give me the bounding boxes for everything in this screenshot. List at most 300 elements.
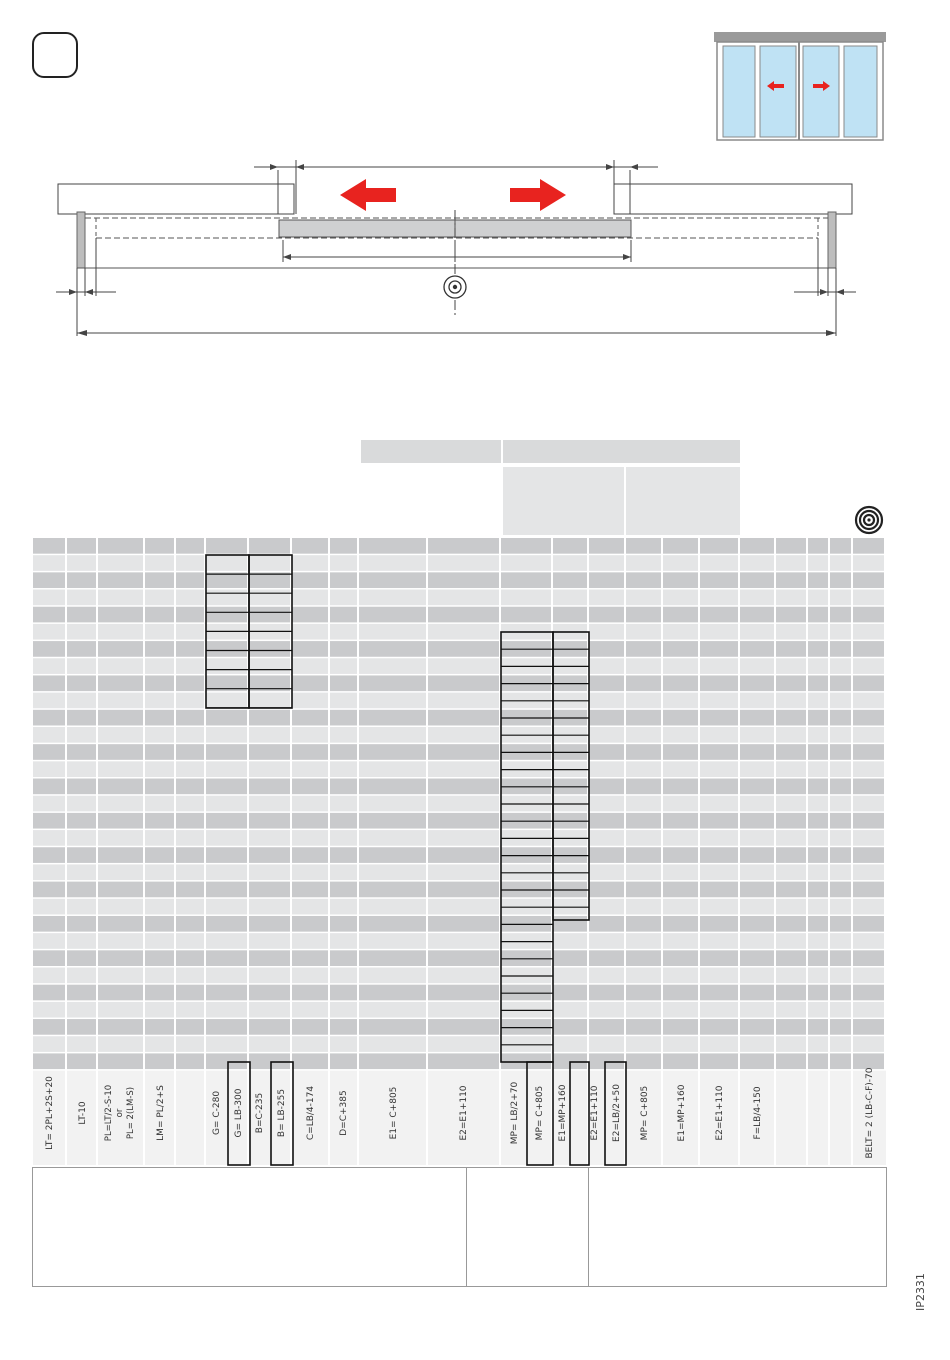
table-cell [589,572,624,588]
table-cell [292,693,328,709]
notes-box [32,1167,887,1287]
table-cell [67,744,96,760]
table-cell [176,796,204,812]
table-cell [553,933,587,949]
table-cell [740,779,774,795]
table-cell [853,658,884,674]
table-cell [776,864,806,880]
table-cell [853,761,884,777]
table-cell [663,882,698,898]
column-label: E1=MP+160 [558,1084,568,1142]
table-cell [176,916,204,932]
table-cell [145,796,174,812]
table-cell [206,968,247,984]
table-cell [740,658,774,674]
table-cell [589,985,624,1001]
table-cell [292,899,328,915]
table-cell [330,968,357,984]
table-cell [740,761,774,777]
table-cell [808,590,828,606]
table-cell [776,899,806,915]
table-cell [776,555,806,571]
table-cell [67,950,96,966]
table-cell [33,830,65,846]
column-label: B= LB-255 [277,1088,287,1138]
table-cell [553,607,587,623]
table-cell [292,572,328,588]
table-cell [98,950,143,966]
table-cell [853,1036,884,1052]
table-cell [206,761,247,777]
table-cell [98,744,143,760]
table-cell [776,985,806,1001]
table-cell [740,624,774,640]
table-cell [33,675,65,691]
table-cell [67,830,96,846]
table-cell [176,744,204,760]
table-cell [33,710,65,726]
table-cell [428,744,499,760]
table-cell [663,658,698,674]
table-cell [359,744,426,760]
table-cell [663,761,698,777]
column-label: LM= PL/2+S [156,1085,166,1141]
table-cell [663,1019,698,1035]
table-cell [740,675,774,691]
table-cell [359,796,426,812]
table-cell [330,1019,357,1035]
table-cell [67,658,96,674]
table-cell [428,555,499,571]
table-cell [145,658,174,674]
table-cell [249,950,290,966]
column-label: E2=E1+110 [715,1085,725,1141]
table-cell [67,1002,96,1018]
table-cell [853,864,884,880]
table-cell [553,590,587,606]
table-cell [145,1002,174,1018]
table-cell [501,933,551,949]
column-label: E1=MP+160 [677,1084,687,1142]
table-cell [740,641,774,657]
table-cell [359,572,426,588]
belt-coil-icon [856,507,882,533]
table-cell [98,899,143,915]
table-cell [330,641,357,657]
table-cell [626,847,661,863]
table-cell [428,710,499,726]
table-cell [330,950,357,966]
table-cell [249,899,290,915]
table-cell [830,882,851,898]
table-cell [206,693,247,709]
table-header-block-right [503,440,740,463]
table-cell [853,538,884,554]
table-cell [67,710,96,726]
table-cell [700,1036,738,1052]
table-cell [700,864,738,880]
table-cell [206,950,247,966]
table-cell [249,693,290,709]
table-cell [501,607,551,623]
table-cell [67,538,96,554]
table-cell [501,1019,551,1035]
table-cell [776,847,806,863]
table-cell [428,1002,499,1018]
column-label: E2=E1+110 [590,1085,600,1141]
table-cell [808,572,828,588]
column-label: BELT= 2 (LB-C-F)-70 [865,1067,875,1159]
table-cell [98,864,143,880]
table-cell [145,864,174,880]
table-cell [67,847,96,863]
table-cell [808,864,828,880]
table-cell [663,813,698,829]
table-cell [330,796,357,812]
table-cell [740,830,774,846]
table-cell [589,710,624,726]
table-cell [626,830,661,846]
table-cell [359,1002,426,1018]
table-cell [700,727,738,743]
table-cell [501,1002,551,1018]
table-cell [359,658,426,674]
table-cell [663,555,698,571]
table-cell [330,675,357,691]
table-cell [98,761,143,777]
table-cell [67,727,96,743]
table-cell [428,968,499,984]
table-cell [553,950,587,966]
table-cell [663,590,698,606]
table-cell [776,916,806,932]
table-cell [740,968,774,984]
table-cell [206,727,247,743]
table-cell [33,916,65,932]
table-cell [33,572,65,588]
table-cell [98,538,143,554]
table-cell [206,933,247,949]
table-cell [853,830,884,846]
table-cell [67,590,96,606]
table-cell [663,968,698,984]
table-cell [700,710,738,726]
table-cell [776,744,806,760]
table-cell [67,796,96,812]
table-cell [176,847,204,863]
table-cell [67,933,96,949]
table-cell [428,1019,499,1035]
column-label: F=LB/4-150 [753,1086,763,1140]
table-cell [98,796,143,812]
table-cell [700,796,738,812]
table-cell [808,1019,828,1035]
table-cell [589,1036,624,1052]
table-cell [853,1019,884,1035]
table-cell [33,727,65,743]
table-cell [663,950,698,966]
table-cell [589,916,624,932]
table-cell [67,572,96,588]
table-cell [359,555,426,571]
table-cell [145,710,174,726]
table-cell [626,899,661,915]
table-cell [776,830,806,846]
table-cell [663,933,698,949]
table-cell [359,830,426,846]
table-cell [98,933,143,949]
table-cell [359,590,426,606]
table-cell [626,968,661,984]
table-cell [33,658,65,674]
table-cell [145,727,174,743]
table-cell [776,1019,806,1035]
table-cell [249,968,290,984]
table-cell [145,555,174,571]
table-cell [176,555,204,571]
table-cell [553,555,587,571]
table-cell [626,693,661,709]
table-cell [626,864,661,880]
table-cell [700,607,738,623]
table-cell [553,1036,587,1052]
table-cell [428,675,499,691]
table-cell [176,590,204,606]
table-cell [589,1002,624,1018]
table-cell [428,796,499,812]
table-cell [853,590,884,606]
table-cell [330,813,357,829]
table-cell [553,916,587,932]
table-cell [206,641,247,657]
table-cell [501,572,551,588]
column-label: MP= C+805 [640,1085,650,1141]
table-cell [67,779,96,795]
table-cell [67,1019,96,1035]
table-cell [428,624,499,640]
table-cell [830,779,851,795]
table-cell [359,985,426,1001]
table-cell [67,761,96,777]
table-cell [830,796,851,812]
table-cell [33,1019,65,1035]
table-cell [176,1019,204,1035]
table-cell [292,658,328,674]
table-cell [663,693,698,709]
column-label [813,1053,825,1173]
table-cell [359,1036,426,1052]
table-cell [330,933,357,949]
table-cell [98,624,143,640]
table-cell [292,761,328,777]
table-cell [663,607,698,623]
table-cell [663,641,698,657]
table-cell [626,727,661,743]
table-cell [700,1002,738,1018]
table-cell [33,899,65,915]
table-cell [176,1036,204,1052]
table-cell [145,968,174,984]
table-cell [740,1019,774,1035]
table-cell [176,864,204,880]
table-cell [428,727,499,743]
table-cell [626,641,661,657]
table-cell [663,572,698,588]
table-cell [359,950,426,966]
table-cell [808,744,828,760]
table-cell [740,555,774,571]
table-cell [830,555,851,571]
table-cell [33,1036,65,1052]
table-cell [589,1019,624,1035]
table-cell [249,1002,290,1018]
table-cell [33,882,65,898]
table-cell [249,864,290,880]
table-cell [176,693,204,709]
table-cell [145,830,174,846]
table-cell [206,607,247,623]
table-subheader-right [626,467,740,535]
table-cell [359,727,426,743]
table-cell [428,607,499,623]
table-cell [428,761,499,777]
table-cell [292,847,328,863]
table-cell [501,968,551,984]
table-cell [145,779,174,795]
table-cell [145,950,174,966]
table-cell [176,1002,204,1018]
table-cell [663,899,698,915]
table-cell [249,779,290,795]
table-cell [359,968,426,984]
table-cell [853,624,884,640]
table-cell [853,899,884,915]
table-cell [206,1036,247,1052]
table-cell [589,727,624,743]
table-cell [663,830,698,846]
table-cell [330,864,357,880]
table-cell [626,675,661,691]
table-cell [626,607,661,623]
table-cell [33,607,65,623]
table-cell [553,968,587,984]
table-cell [663,624,698,640]
table-cell [740,899,774,915]
table-cell [700,538,738,554]
table-cell [176,607,204,623]
table-cell [249,985,290,1001]
table-cell [853,555,884,571]
table-cell [830,916,851,932]
table-cell [589,624,624,640]
table-cell [700,590,738,606]
table-cell [428,538,499,554]
table-cell [176,572,204,588]
table-cell [740,985,774,1001]
table-cell [98,916,143,932]
table-cell [830,985,851,1001]
table-cell [589,607,624,623]
table-cell [206,658,247,674]
table-cell [249,830,290,846]
table-cell [700,985,738,1001]
table-cell [249,916,290,932]
table-cell [33,864,65,880]
table-cell [740,727,774,743]
table-cell [808,899,828,915]
table-cell [330,830,357,846]
table-cell [808,641,828,657]
table-cell [206,538,247,554]
table-cell [808,968,828,984]
table-cell [626,916,661,932]
table-cell [145,624,174,640]
table-cell [830,744,851,760]
table-cell [853,933,884,949]
table-cell [663,796,698,812]
table-cell [292,538,328,554]
table-cell [33,1002,65,1018]
table-cell [33,985,65,1001]
table-cell [206,590,247,606]
table-cell [145,899,174,915]
notes-divider [466,1167,467,1287]
table-cell [33,847,65,863]
table-cell [206,1019,247,1035]
table-cell [249,933,290,949]
table-cell [330,658,357,674]
table-cell [740,572,774,588]
table-cell [206,744,247,760]
table-cell [776,538,806,554]
table-cell [776,968,806,984]
table-cell [830,675,851,691]
table-cell [330,916,357,932]
column-label [786,1053,798,1173]
table-cell [740,864,774,880]
table-cell [830,658,851,674]
table-cell [206,985,247,1001]
table-cell [98,555,143,571]
table-cell [700,555,738,571]
table-cell [67,968,96,984]
table-cell [145,744,174,760]
table-cell [830,727,851,743]
table-cell [359,624,426,640]
table-cell [330,882,357,898]
column-label: LT-10 [78,1101,88,1125]
table-cell [700,950,738,966]
table-cell [740,813,774,829]
table-cell [700,830,738,846]
table-cell [776,882,806,898]
table-cell [33,590,65,606]
table-cell [589,761,624,777]
table-cell [145,641,174,657]
table-cell [33,779,65,795]
table-cell [740,607,774,623]
table-cell [428,985,499,1001]
table-cell [67,1036,96,1052]
table-cell [589,847,624,863]
table-cell [700,675,738,691]
table-cell [98,693,143,709]
table-cell [428,830,499,846]
table-cell [501,985,551,1001]
table-cell [206,555,247,571]
table-cell [853,641,884,657]
table-cell [330,899,357,915]
